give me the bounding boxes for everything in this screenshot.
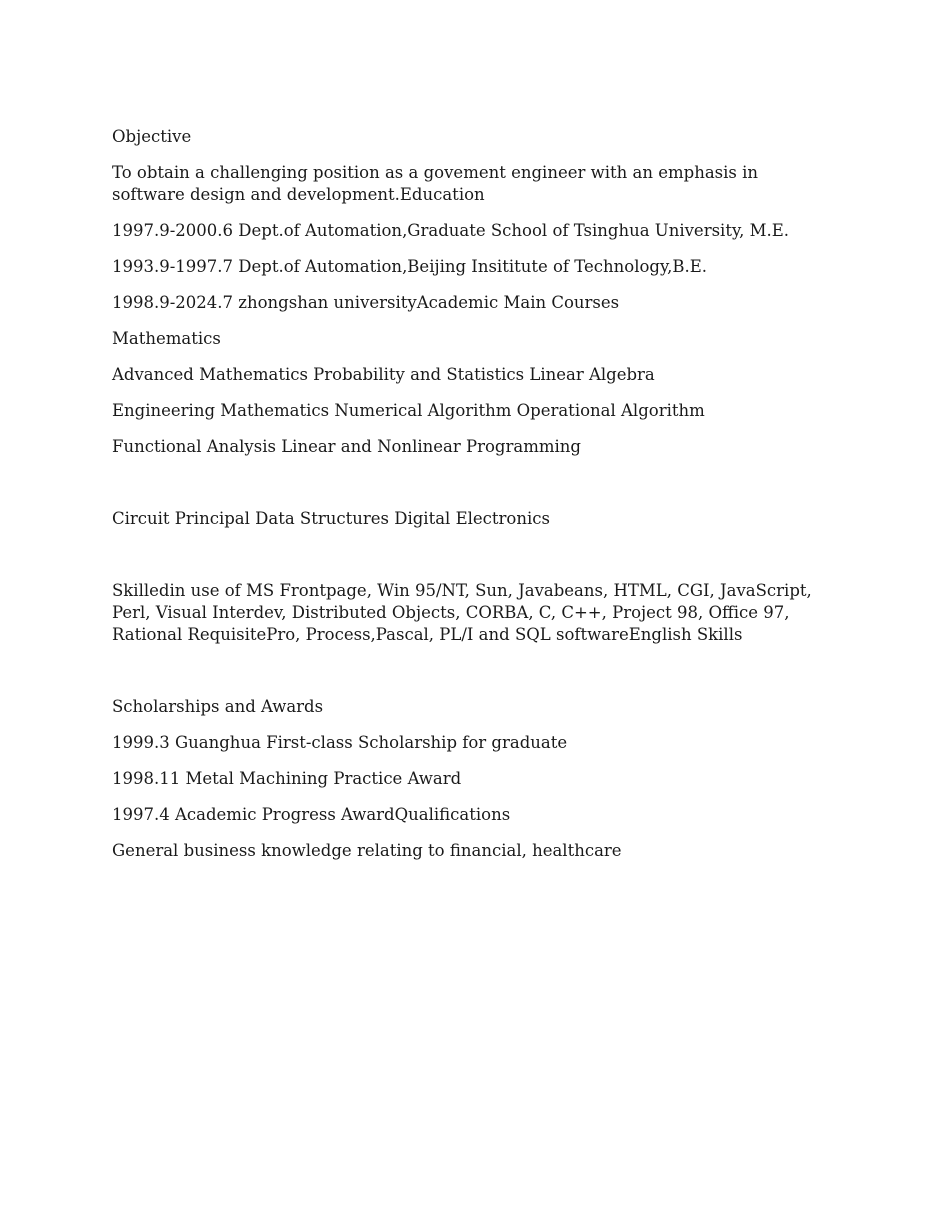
objective-text: To obtain a challenging position as a govement engineer with an emphasis in software design and development.Education	[112, 163, 759, 204]
course-line: Engineering Mathematics Numerical Algorithm Operational Algorithm	[112, 401, 705, 420]
qualifications-text: General business knowledge relating to financial, healthcare	[112, 841, 622, 860]
award-entry: 1999.3 Guanghua First-class Scholarship for graduate	[112, 733, 568, 752]
education-entry: 1997.9-2000.6 Dept.of Automation,Graduate School of Tsinghua University, M.E.	[112, 221, 790, 240]
document-body	[112, 126, 812, 876]
blank-line	[112, 544, 812, 566]
blank-line	[112, 472, 812, 494]
education-entry: 1993.9-1997.7 Dept.of Automation,Beijing Insititute of Technology,B.E.	[112, 257, 708, 276]
course-line: Advanced Mathematics Probability and Statistics Linear Algebra	[112, 365, 655, 384]
education-entry: 1998.9-2024.7 zhongshan universityAcademic Main Courses	[112, 293, 620, 312]
course-line: Functional Analysis Linear and Nonlinear Programming	[112, 437, 581, 456]
course-line: Circuit Principal Data Structures Digital Electronics	[112, 509, 550, 528]
award-entry: 1997.4 Academic Progress AwardQualifications	[112, 805, 511, 824]
blank-line	[112, 660, 812, 682]
heading-scholarships: Scholarships and Awards	[112, 697, 324, 716]
skills-text: Skilledin use of MS Frontpage, Win 95/NT, Sun, Javabeans, HTML, CGI, JavaScript, Perl, Visual Interdev, Distributed Objects, CORBA, C, C++, Project 98, Office 97, Rational RequisitePro, Process,Pascal, PL/I and SQL softwareEnglish Skills	[112, 581, 812, 644]
heading-mathematics: Mathematics	[112, 329, 221, 348]
heading-objective: Objective	[112, 127, 192, 146]
award-entry: 1998.11 Metal Machining Practice Award	[112, 769, 462, 788]
